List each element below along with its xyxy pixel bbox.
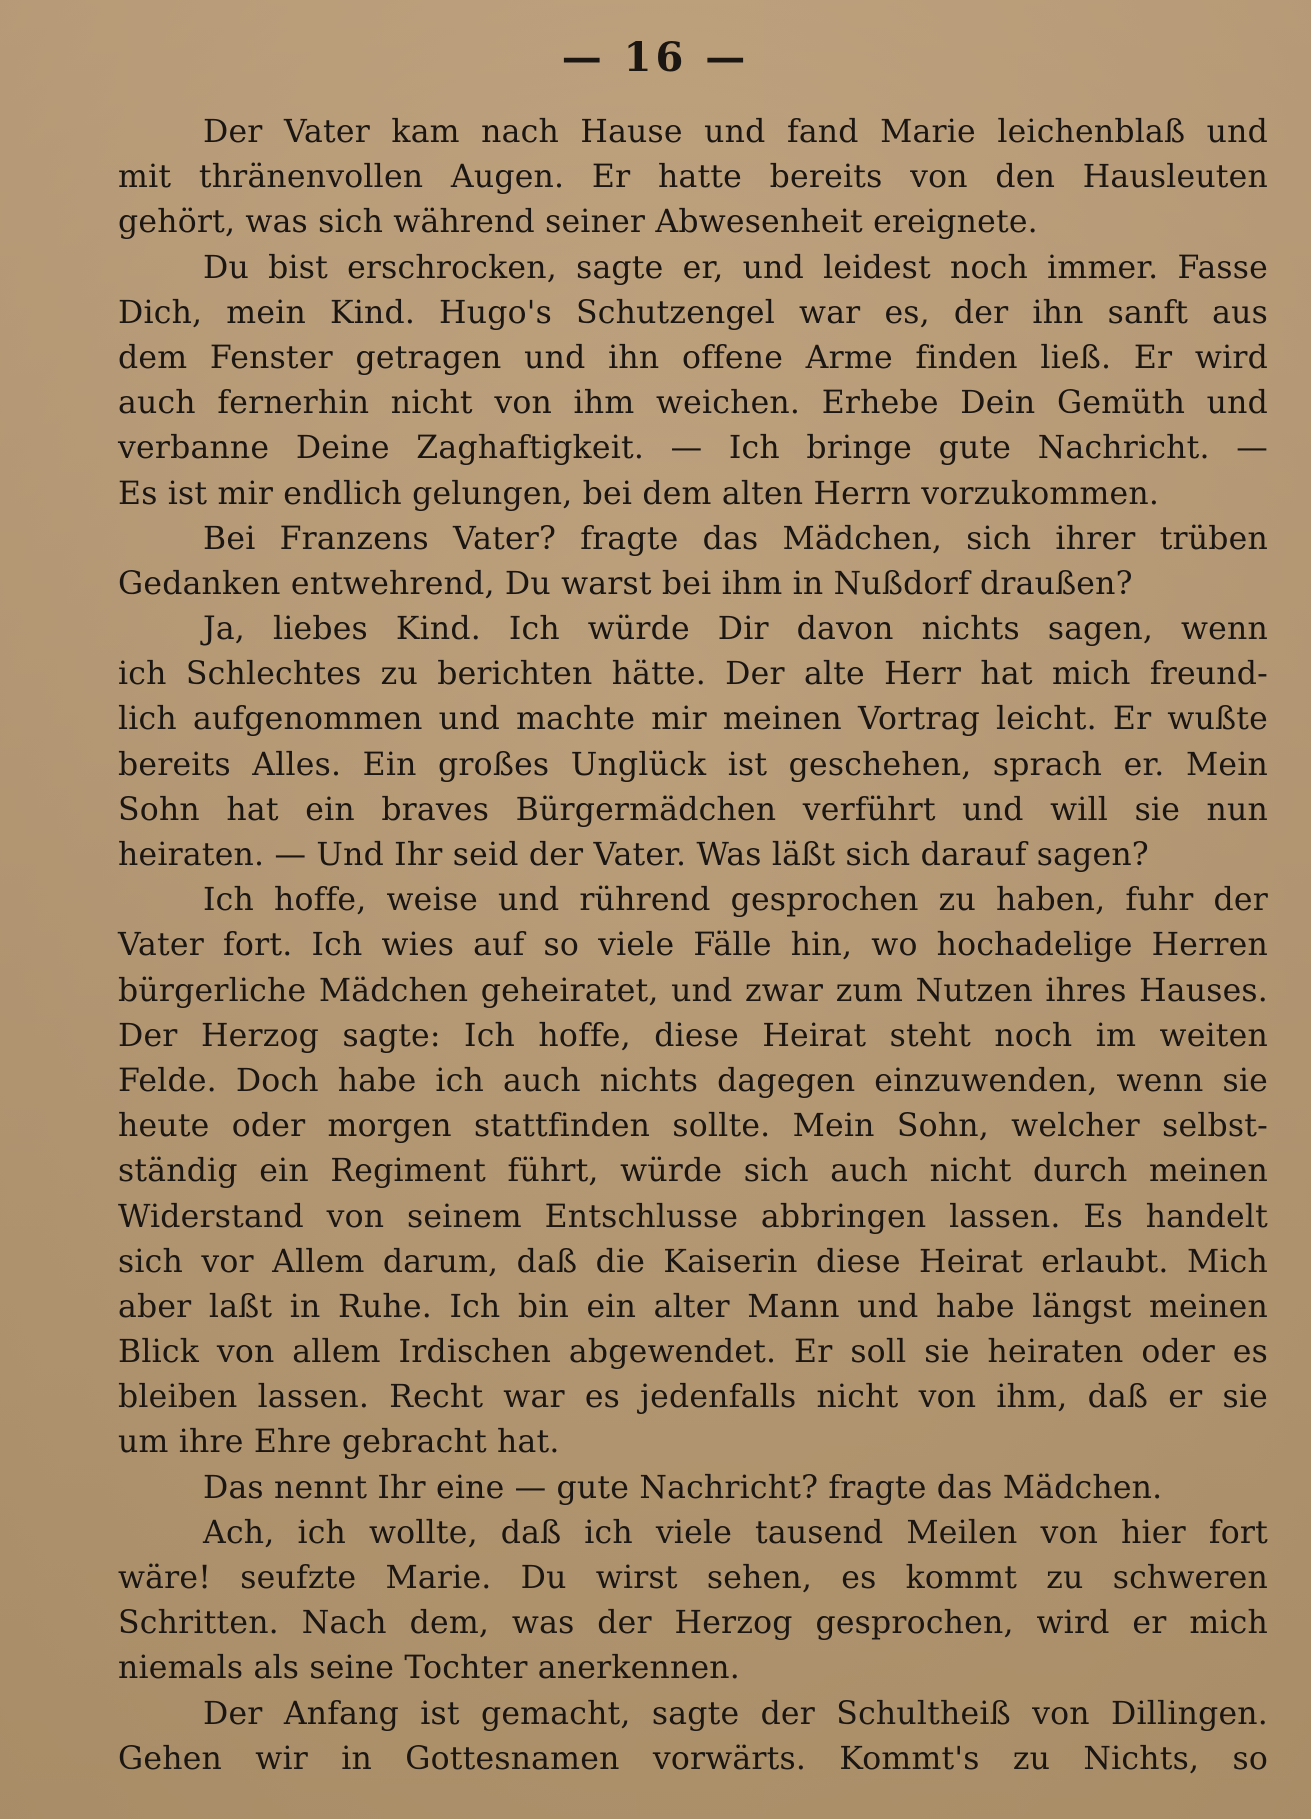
text-line: lich aufgenommen und machte mir meinen Vortrag leicht. Er wußte bbox=[118, 701, 1268, 738]
text-line: Widerstand von seinem Entschlusse abbringen lassen. Es handelt bbox=[118, 1198, 1268, 1235]
text-line: heute oder morgen stattfinden sollte. Mein Sohn, welcher selbst- bbox=[118, 1108, 1268, 1145]
text-line: verbanne Deine Zaghaftigkeit. — Ich bringe gute Nachricht. — bbox=[118, 430, 1268, 467]
text-line: Dich, mein Kind. Hugo's Schutzengel war es, der ihn sanft aus bbox=[118, 294, 1268, 331]
text-line: Du bist erschrocken, sagte er, und leidest noch immer. Fasse bbox=[203, 249, 1268, 286]
text-line: aber laßt in Ruhe. Ich bin ein alter Mann und habe längst meinen bbox=[118, 1288, 1268, 1325]
text-line: dem Fenster getragen und ihn offene Arme finden ließ. Er wird bbox=[118, 339, 1268, 376]
text-line: Bei Franzens Vater? fragte das Mädchen, sich ihrer trüben bbox=[203, 520, 1268, 557]
text-line: gehört, was sich während seiner Abwesenheit ereignete. bbox=[118, 204, 1038, 241]
text-line: Der Anfang ist gemacht, sagte der Schultheiß von Dillingen. bbox=[203, 1695, 1268, 1732]
text-line: mit thränenvollen Augen. Er hatte bereits von den Hausleuten bbox=[118, 159, 1268, 196]
text-line: auch fernerhin nicht von ihm weichen. Erhebe Dein Gemüth und bbox=[118, 385, 1268, 422]
page-number: — 16 — bbox=[561, 34, 750, 81]
text-line: Das nennt Ihr eine — gute Nachricht? fragte das Mädchen. bbox=[203, 1469, 1163, 1506]
text-line: Gedanken entwehrend, Du warst bei ihm in Nußdorf draußen? bbox=[118, 565, 1133, 602]
text-line: niemals als seine Tochter anerkennen. bbox=[118, 1650, 741, 1687]
text-line: Der Vater kam nach Hause und fand Marie leichenblaß und bbox=[203, 114, 1268, 150]
text-line: Blick von allem Irdischen abgewendet. Er soll sie heiraten oder es bbox=[118, 1334, 1268, 1371]
text-line: Felde. Doch habe ich auch nichts dagegen einzuwenden, wenn sie bbox=[118, 1062, 1268, 1099]
text-line: bereits Alles. Ein großes Unglück ist geschehen, sprach er. Mein bbox=[118, 746, 1268, 783]
text-line: Gehen wir in Gottesnamen vorwärts. Kommt's zu Nichts, so bbox=[118, 1740, 1268, 1777]
text-line: Ach, ich wollte, daß ich viele tausend Meilen von hier fort bbox=[203, 1514, 1268, 1551]
text-line: Ja, liebes Kind. Ich würde Dir davon nichts sagen, wenn bbox=[203, 611, 1268, 648]
body-text bbox=[118, 110, 1268, 1782]
text-line: Es ist mir endlich gelungen, bei dem alten Herrn vorzukommen. bbox=[118, 475, 1160, 512]
text-line: um ihre Ehre gebracht hat. bbox=[118, 1424, 560, 1461]
text-line: Schritten. Nach dem, was der Herzog gesprochen, wird er mich bbox=[118, 1605, 1268, 1642]
text-line: ich Schlechtes zu berichten hätte. Der alte Herr hat mich freund- bbox=[118, 656, 1268, 693]
text-line: ständig ein Regiment führt, würde sich auch nicht durch meinen bbox=[118, 1153, 1268, 1190]
text-line: wäre! seufzte Marie. Du wirst sehen, es kommt zu schweren bbox=[118, 1560, 1268, 1596]
text-line: sich vor Allem darum, daß die Kaiserin diese Heirat erlaubt. Mich bbox=[118, 1243, 1268, 1280]
text-line: Ich hoffe, weise und rührend gesprochen zu haben, fuhr der bbox=[203, 882, 1268, 919]
text-line: bleiben lassen. Recht war es jedenfalls nicht von ihm, daß er sie bbox=[118, 1379, 1268, 1416]
text-line: bürgerliche Mädchen geheiratet, und zwar zum Nutzen ihres Hauses. bbox=[118, 972, 1268, 1009]
text-line: heiraten. — Und Ihr seid der Vater. Was läßt sich darauf sagen? bbox=[118, 837, 1149, 873]
text-line: Sohn hat ein braves Bürgermädchen verführt und will sie nun bbox=[118, 791, 1268, 828]
text-line: Vater fort. Ich wies auf so viele Fälle hin, wo hochadelige Herren bbox=[118, 927, 1268, 964]
text-line: Der Herzog sagte: Ich hoffe, diese Heirat steht noch im weiten bbox=[118, 1017, 1268, 1054]
